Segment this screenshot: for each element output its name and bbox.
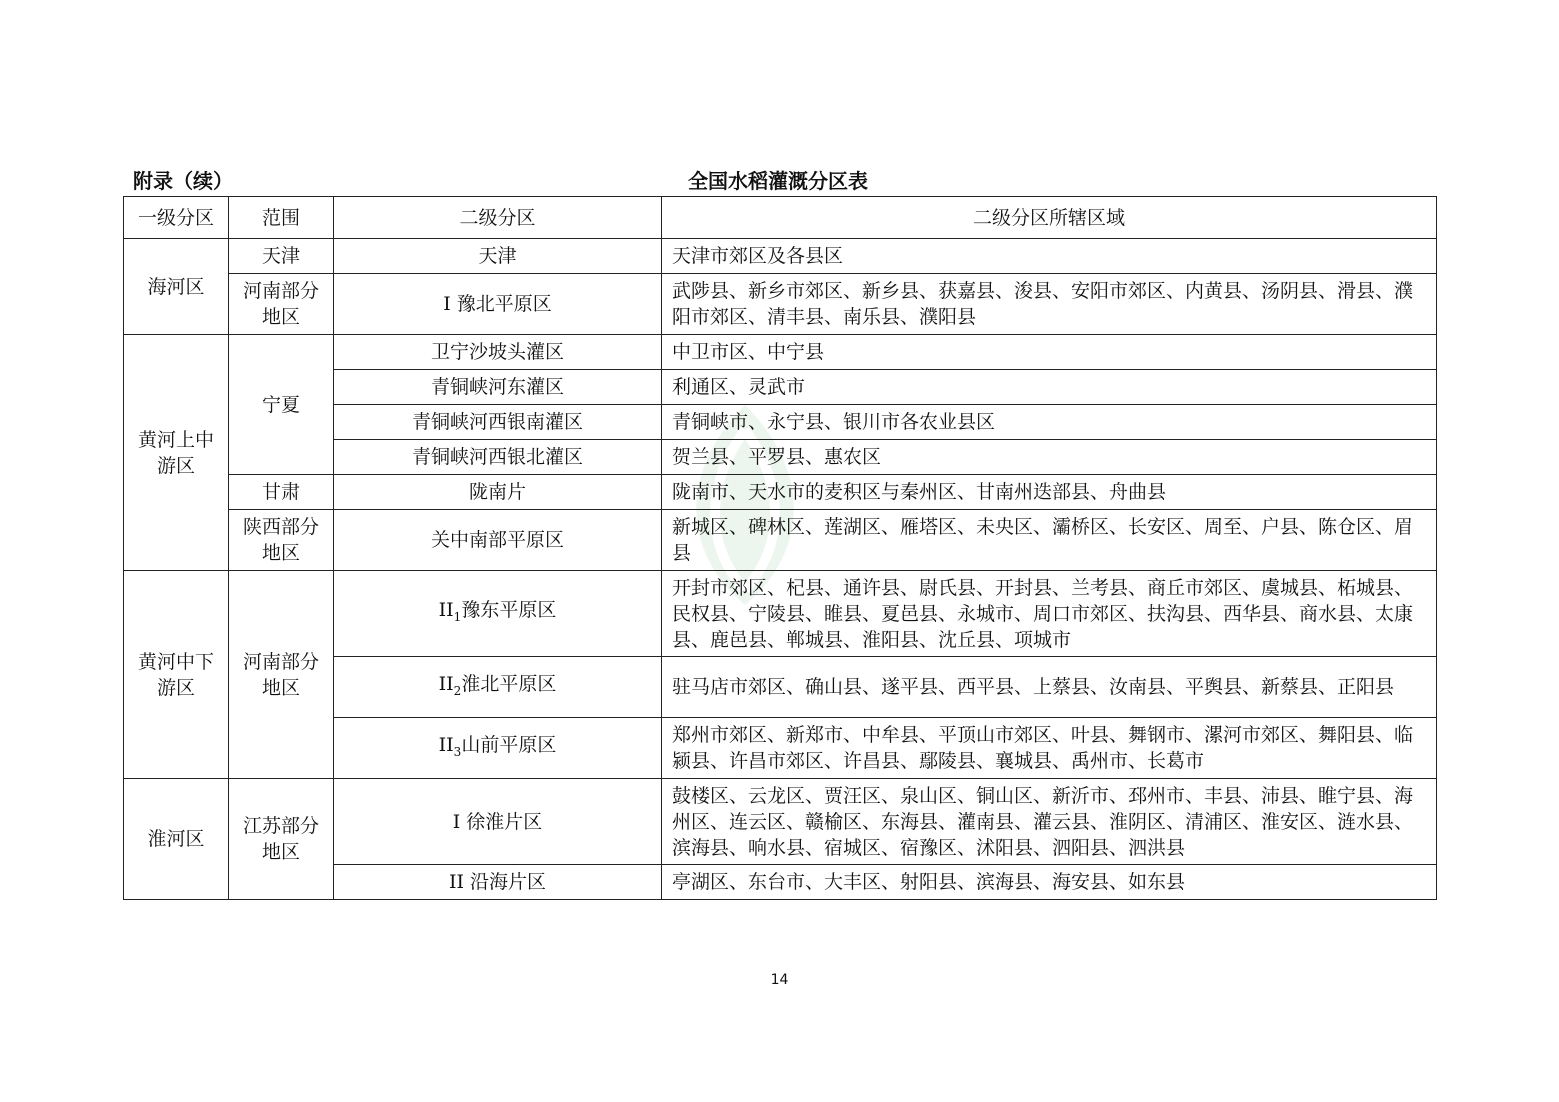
appendix-label: 附录（续） xyxy=(133,169,233,193)
area-cell: 贺兰县、平罗县、惠农区 xyxy=(662,440,1437,475)
area-cell: 武陟县、新乡市郊区、新乡县、获嘉县、浚县、安阳市郊区、内黄县、汤阴县、滑县、濮阳市郊区、清丰县、南乐县、濮阳县 xyxy=(662,274,1437,335)
level2-cell: I 豫北平原区 xyxy=(334,274,662,335)
area-cell: 开封市郊区、杞县、通许县、尉氏县、开封县、兰考县、商丘市郊区、虞城县、柘城县、民权县、宁陵县、睢县、夏邑县、永城市、周口市郊区、扶沟县、西华县、商水县、太康县、鹿邑县、郸城县、淮阳县、沈丘县、项城市 xyxy=(662,571,1437,657)
level2-cell: 陇南片 xyxy=(334,475,662,510)
page-number: 14 xyxy=(770,972,789,988)
level1-cell: 黄河中下游区 xyxy=(124,571,229,779)
level2-rest: 淮北平原区 xyxy=(461,672,557,695)
scope-cell: 陕西部分地区 xyxy=(229,510,334,571)
table-header xyxy=(124,197,1437,239)
level2-cell xyxy=(334,571,662,657)
level2-cell: 青铜峡河东灌区 xyxy=(334,370,662,405)
column-header-level2: 二级分区 xyxy=(334,197,662,239)
scope-cell: 江苏部分地区 xyxy=(229,779,334,900)
area-cell: 中卫市区、中宁县 xyxy=(662,335,1437,370)
level2-cell: II 沿海片区 xyxy=(334,865,662,900)
table-row xyxy=(124,571,1437,657)
column-header-level1: 一级分区 xyxy=(124,197,229,239)
level1-cell: 海河区 xyxy=(124,239,229,335)
level2-cell: 卫宁沙坡头灌区 xyxy=(334,335,662,370)
level1-cell: 淮河区 xyxy=(124,779,229,900)
area-cell: 鼓楼区、云龙区、贾汪区、泉山区、铜山区、新沂市、邳州市、丰县、沛县、睢宁县、海州区、连云区、赣榆区、东海县、灌南县、灌云县、淮阴区、清浦区、淮安区、涟水县、滨海县、响水县、宿城区、宿豫区、沭阳县、泗阳县、泗洪县 xyxy=(662,779,1437,865)
column-header-area: 二级分区所辖区域 xyxy=(662,197,1437,239)
table-title: 全国水稻灌溉分区表 xyxy=(688,169,868,193)
level2-rest: 豫东平原区 xyxy=(461,599,557,622)
level2-cell: 天津 xyxy=(334,239,662,274)
irrigation-zone-table xyxy=(123,196,1437,900)
table-row xyxy=(124,475,1437,510)
level2-cell: I 徐淮片区 xyxy=(334,779,662,865)
level2-rest: 山前平原区 xyxy=(461,733,557,756)
table-row xyxy=(124,335,1437,370)
level2-cell: 青铜峡河西银南灌区 xyxy=(334,405,662,440)
level2-cell: 青铜峡河西银北灌区 xyxy=(334,440,662,475)
level2-subscript: 3 xyxy=(453,744,462,759)
area-cell: 驻马店市郊区、确山县、遂平县、西平县、上蔡县、汝南县、平舆县、新蔡县、正阳县 xyxy=(662,657,1437,718)
scope-cell: 甘肃 xyxy=(229,475,334,510)
table-row xyxy=(124,510,1437,571)
area-cell: 亭湖区、东台市、大丰区、射阳县、滨海县、海安县、如东县 xyxy=(662,865,1437,900)
table-row xyxy=(124,274,1437,335)
level2-main: II xyxy=(438,733,454,756)
area-cell: 利通区、灵武市 xyxy=(662,370,1437,405)
scope-cell: 河南部分地区 xyxy=(229,571,334,779)
area-cell: 新城区、碑林区、莲湖区、雁塔区、未央区、灞桥区、长安区、周至、户县、陈仓区、眉县 xyxy=(662,510,1437,571)
table-row xyxy=(124,239,1437,274)
level2-cell xyxy=(334,657,662,718)
scope-cell: 河南部分地区 xyxy=(229,274,334,335)
level2-subscript: 1 xyxy=(453,609,462,624)
area-cell: 青铜峡市、永宁县、银川市各农业县区 xyxy=(662,405,1437,440)
table-header-row xyxy=(133,166,1437,196)
level2-cell: 关中南部平原区 xyxy=(334,510,662,571)
scope-cell: 天津 xyxy=(229,239,334,274)
area-cell: 郑州市郊区、新郑市、中牟县、平顶山市郊区、叶县、舞钢市、漯河市郊区、舞阳县、临颍县、许昌市郊区、许昌县、鄢陵县、襄城县、禹州市、长葛市 xyxy=(662,718,1437,779)
area-cell: 天津市郊区及各县区 xyxy=(662,239,1437,274)
level1-cell: 黄河上中游区 xyxy=(124,335,229,571)
table-row xyxy=(124,779,1437,865)
level2-cell xyxy=(334,718,662,779)
column-header-scope: 范围 xyxy=(229,197,334,239)
scope-cell: 宁夏 xyxy=(229,335,334,475)
level2-main: II xyxy=(438,599,454,622)
level2-subscript: 2 xyxy=(453,683,462,698)
level2-main: II xyxy=(438,672,454,695)
area-cell: 陇南市、天水市的麦积区与秦州区、甘南州迭部县、舟曲县 xyxy=(662,475,1437,510)
